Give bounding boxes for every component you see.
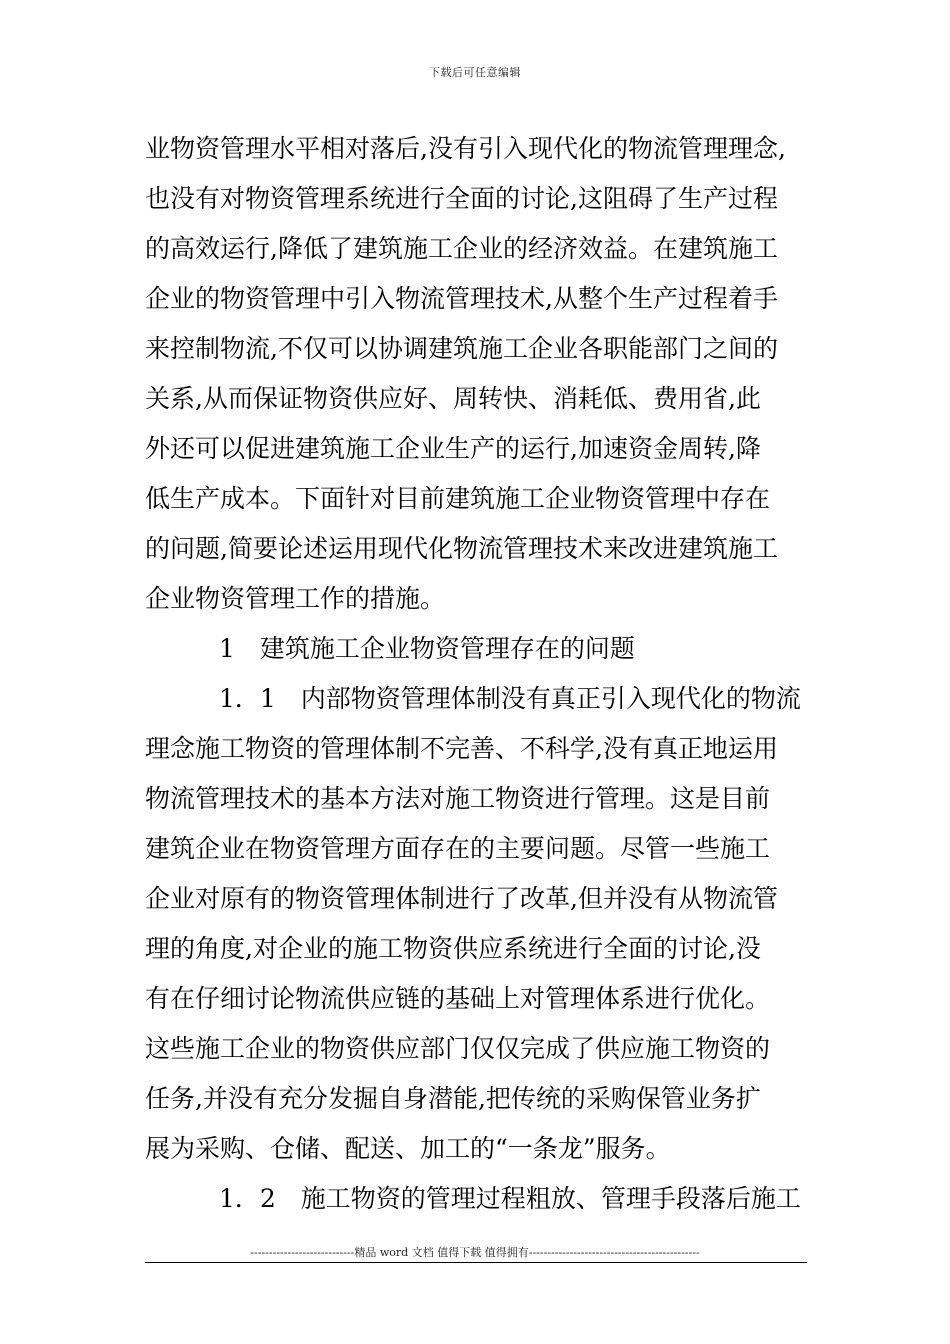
- body-line: 关系,从而保证物资供应好、周转快、消耗低、费用省,此: [145, 384, 761, 413]
- body-line: 理的角度,对企业的施工物资供应系统进行全面的讨论,没: [145, 934, 761, 963]
- body-line: 低生产成本。下面针对目前建筑施工企业物资管理中存在: [145, 484, 771, 513]
- body-line: 也没有对物资管理系统进行全面的讨论,这阻碍了生产过程: [145, 184, 778, 213]
- document-body: [145, 124, 807, 1224]
- subsection-heading: 1．1 内部物资管理体制没有真正引入现代化的物流: [219, 684, 801, 713]
- body-line: 外还可以促进建筑施工企业生产的运行,加速资金周转,降: [145, 434, 761, 463]
- page-footer-text: ----------------------------精品 word 文档 值得下载 值得拥有----------------------------------------------: [250, 1246, 700, 1259]
- body-line: 展为采购、仓储、配送、加工的“一条龙”服务。: [145, 1134, 671, 1163]
- body-line: 业物资管理水平相对落后,没有引入现代化的物流管理理念,: [145, 134, 786, 163]
- body-line: 企业对原有的物资管理体制进行了改革,但并没有从物流管: [145, 884, 778, 913]
- body-line: 企业物资管理工作的措施。: [145, 584, 446, 613]
- body-line: 理念施工物资的管理体制不完善、不科学,没有真正地运用: [145, 734, 778, 763]
- body-line: 建筑企业在物资管理方面存在的主要问题。尽管一些施工: [145, 834, 771, 863]
- body-line: 这些施工企业的物资供应部门仅仅完成了供应施工物资的: [145, 1034, 771, 1063]
- body-line: 物流管理技术的基本方法对施工物资进行管理。这是目前: [145, 784, 771, 813]
- body-line: 的高效运行,降低了建筑施工企业的经济效益。在建筑施工: [145, 234, 778, 263]
- body-line: 的问题,简要论述运用现代化物流管理技术来改进建筑施工: [145, 534, 778, 563]
- body-line: 任务,并没有充分发掘自身潜能,把传统的采购保管业务扩: [145, 1084, 761, 1113]
- body-line: 有在仔细讨论物流供应链的基础上对管理体系进行优化。: [145, 984, 771, 1013]
- body-line: 企业的物资管理中引入物流管理技术,从整个生产过程着手: [145, 284, 778, 313]
- body-line: 来控制物流,不仅可以协调建筑施工企业各职能部门之间的: [145, 334, 778, 363]
- footer-divider: [145, 1262, 807, 1263]
- page-header-note: 下载后可任意编辑: [429, 66, 521, 79]
- section-heading: 1 建筑施工企业物资管理存在的问题: [219, 634, 635, 663]
- subsection-heading: 1．2 施工物资的管理过程粗放、管理手段落后施工: [219, 1184, 801, 1213]
